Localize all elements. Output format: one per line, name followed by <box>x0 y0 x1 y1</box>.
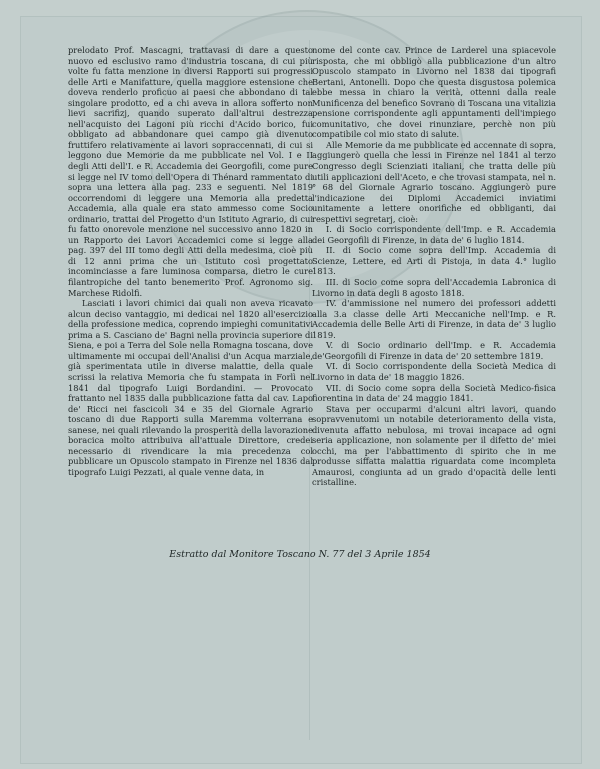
right-paragraph-1: nome del conte cav. Prince de Larderel una spiacevole risposta, che mi obbligò alla pubblicazione d'un altro Opuscolo stampato in Livorno nel 1838 dai tipografi Bertani, Antonelli. Dopo che questa disgustosa polemica ebbe messa in chiaro la verità, ottenni dalla reale Munificenza del benefico Sovrano di Toscana una vitalizia pensione corrispondente agli appuntamenti dell'impiego comunitativo, che dovei rinunziare, perchè non più compatibile col mio stato di salute. <box>312 45 556 140</box>
diploma-item-1: I. di Socio corrispondente dell'Imp. e R. Accademia dei Georgofili di Firenze, in data de' 6 luglio 1814. <box>312 224 556 245</box>
diploma-item-6: VI. di Socio corrispondente della Società Medica di Livorno in data de' 18 maggio 1826. <box>312 361 556 382</box>
diploma-item-7: VII. di Socio come sopra della Società Medico-fisica fiorentina in data de' 24 maggio 1841. <box>312 382 556 404</box>
diploma-item-3: III. di Socio come sopra dell'Accademia Labronica di Livorno in data degli 8 agosto 1818. <box>312 277 556 298</box>
diploma-item-2: II. di Socio come sopra dell'Imp. Accademia di Scienze, Lettere, ed Arti di Pistoja, in data 4.° luglio 1813. <box>312 245 556 277</box>
left-paragraph-1: prelodato Prof. Mascagni, trattavasi di dare a questo nuovo ed esclusivo ramo d'industria toscana, di cui più volte fu fatta menzione in diversi Rapporti sui progressi delle Arti e Manifatture, quella maggiore estensione che doveva renderlo proficuo ai paesi che abbondano di tal singolare prodotto, ed a chi aveva in allora sofferto non lievi sacrifizj, quando superato dall'altrui destrezza nell'acquisto dei Lagoni più ricchi d'Acido borico, fui obbligato ad abbandonare quei campo già divenuto fruttifero relativamente ai lavori sopraccennati, di cui si leggono due Memorie da me pubblicate nel Vol. I e II degli Atti dell'I. e R. Accademia dei Georgofili, come pure si legge nel IV tomo dell'Opera di Thénard rammentato di sopra una lettera alla pag. 233 e seguenti. Nel 1819 occorrendomi di leggere una Memoria alla predetta Accademia, alla quale era stato ammesso come Socio ordinario, trattai del Progetto d'un Istituto Agrario, di cui fu fatto onorevole menzione nel successivo anno 1820 in un Rapporto dei Lavori Accademici come si legge alla pag. 397 del III tomo degli Atti della medesima, cioè più di 12 anni prima che un Istituto così progettato incominciasse a fare luminosa comparsa, dietro le cure filantropiche del tanto benemerito Prof. Agronomo sig. Marchese Ridolfi. <box>68 45 313 298</box>
footer-citation: Estratto dal Monitore Toscano N. 77 del 3 Aprile 1854 <box>169 549 431 560</box>
right-column <box>312 45 556 488</box>
diploma-item-4: IV. d'ammissione nel numero dei professori addetti alla 3.a classe delle Arti Meccaniche nell'Imp. e R. Accademia delle Belle Arti di Firenze, in data de' 3 luglio 1819. <box>312 298 556 340</box>
right-paragraph-final: Stava per occuparmi d'alcuni altri lavori, quando sopravvenutomi un notabile deterioramento della vista, divenuta affatto nebulosa, mi trovai incapace ad ogni seria applicazione, non solamente per il difetto de' miei occhi, ma per l'abbattimento di spirito che in me produsse siffatta malattia riguardata come incompleta Amaurosi, congiunta ad un grado d'opacità delle lenti cristalline. <box>312 403 556 488</box>
diploma-item-5: V. di Socio ordinario dell'Imp. e R. Accademia de'Georgofili di Firenze in data de' 20 settembre 1819. <box>312 340 556 361</box>
right-paragraph-2: Alle Memorie da me pubblicate ed accennate di sopra, aggiungerò quella che lessi in Firenze nel 1841 al terzo Congresso degli Scienziati italiani, che tratta delle più utili applicazioni dell'Aceto, e che trovasi stampata, nel n.° 68 del Giornale Agrario toscano. Aggiungerò pure l'indicazione dei Diplomi Accademici inviatimi unitamente a lettere onorifiche ed obbliganti, dai respettivi segretarj, cioè: <box>312 139 556 224</box>
left-paragraph-2: Lasciati i lavori chimici dai quali non aveva ricavato alcun deciso vantaggio, mi dedicai nel 1820 all'esercizio della professione medica, coprendo impieghi comunitativi prima a S. Casciano de' Bagni nella provincia superiore di Siena, e poi a Terra del Sole nella Romagna toscana, dove ultimamente mi occupai dell'Analisi d'un Acqua marziale, già sperimentata utile in diverse malattie, della quale scrissi la relativa Memoria che fu stampata in Forlì nel 1841 dal tipografo Luigi Bordandini. — Provocato frattanto nel 1835 dalla pubblicazione fatta dal cav. Lapo de' Ricci nei fascicoli 34 e 35 del Giornale Agrario toscano di due Rapporti sulla Maremma volterrana e sanese, nei quali rilevando la prosperità della lavorazione boracica molto attribuiva all'attuale Direttore, credei necessario di rivendicare la mia precedenza col pubblicare un Opuscolo stampato in Firenze nel 1836 dal tipografo Luigi Pezzati, al quale venne data, in <box>68 298 313 477</box>
left-column <box>68 45 313 477</box>
